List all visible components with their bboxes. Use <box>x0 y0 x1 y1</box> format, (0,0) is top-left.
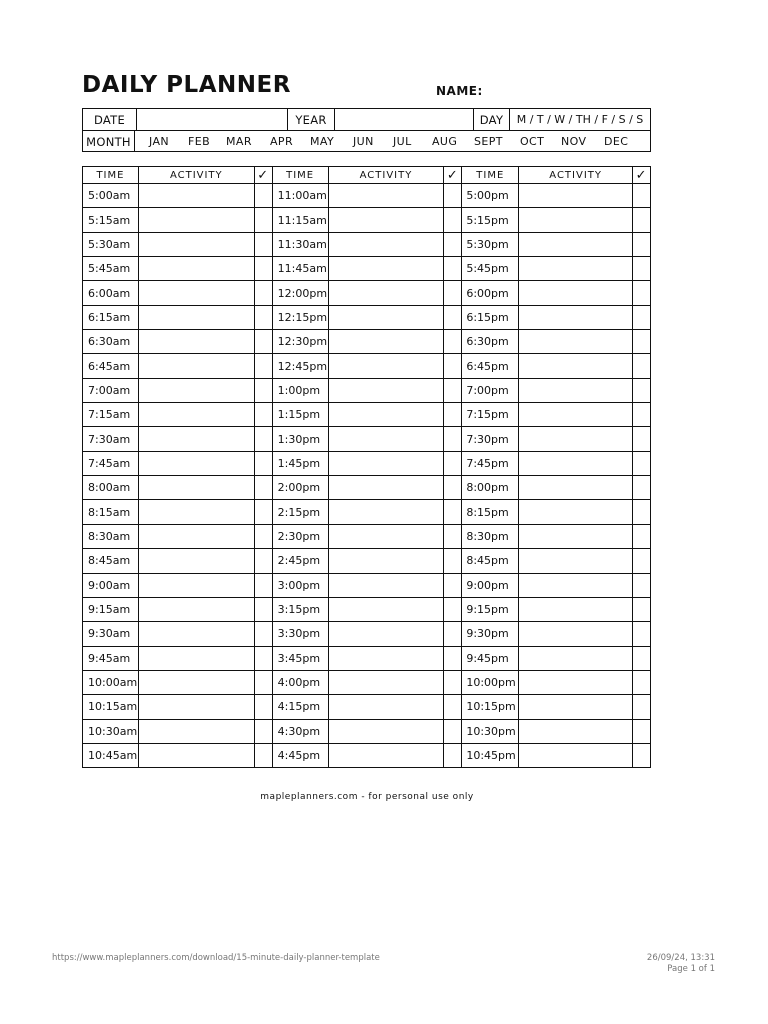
done-checkbox[interactable] <box>255 500 273 523</box>
done-checkbox[interactable] <box>633 525 651 548</box>
activity-cell[interactable] <box>139 330 255 353</box>
time-slot-label: 7:30pm <box>462 427 519 450</box>
day-options-text: M / T / W / TH / F / S / S <box>516 113 644 126</box>
time-slot-label: 11:00am <box>273 184 329 207</box>
date-label: DATE <box>93 112 126 127</box>
time-slot-label: 9:15am <box>83 598 139 621</box>
done-checkbox[interactable] <box>633 549 651 572</box>
activity-cell[interactable] <box>139 671 255 694</box>
done-checkbox[interactable] <box>255 598 273 621</box>
activity-cell[interactable] <box>329 208 445 231</box>
time-slot-label: 11:45am <box>273 257 329 280</box>
schedule-body <box>83 184 651 768</box>
time-slot-label: 1:00pm <box>273 379 329 402</box>
month-row <box>83 131 650 152</box>
done-checkbox[interactable] <box>633 208 651 231</box>
month-option-jul[interactable]: JUL <box>393 135 412 148</box>
activity-cell[interactable] <box>519 184 633 207</box>
month-option-jun[interactable]: JUN <box>353 135 374 148</box>
activity-cell[interactable] <box>519 354 633 377</box>
time-slot-label: 8:15pm <box>462 500 519 523</box>
done-checkbox[interactable] <box>255 403 273 426</box>
done-checkbox[interactable] <box>444 403 462 426</box>
time-slot-label: 9:00pm <box>462 574 519 597</box>
time-slot-label: 3:45pm <box>273 647 329 670</box>
activity-cell[interactable] <box>329 354 445 377</box>
day-label-cell <box>474 109 510 130</box>
month-option-jan[interactable]: JAN <box>149 135 170 148</box>
name-label: NAME: <box>436 84 483 98</box>
print-datetime: 26/09/24, 13:31 <box>646 953 715 963</box>
activity-cell[interactable] <box>329 427 445 450</box>
activity-cell[interactable] <box>139 452 255 475</box>
time-slot-label: 5:30pm <box>462 233 519 256</box>
done-checkbox[interactable] <box>633 647 651 670</box>
done-checkbox[interactable] <box>444 208 462 231</box>
time-slot-label: 3:30pm <box>273 622 329 645</box>
done-checkbox[interactable] <box>255 695 273 718</box>
schedule-row <box>83 671 651 695</box>
activity-cell[interactable] <box>519 452 633 475</box>
time-slot-label: 8:30am <box>83 525 139 548</box>
activity-cell[interactable] <box>519 208 633 231</box>
done-checkbox[interactable] <box>633 574 651 597</box>
time-slot-label: 8:30pm <box>462 525 519 548</box>
activity-cell[interactable] <box>519 306 633 329</box>
activity-cell[interactable] <box>139 208 255 231</box>
done-checkbox[interactable] <box>255 525 273 548</box>
activity-cell[interactable] <box>329 525 445 548</box>
activity-cell[interactable] <box>329 598 445 621</box>
done-checkbox[interactable] <box>444 281 462 304</box>
month-option-sept[interactable]: SEPT <box>474 135 503 148</box>
activity-cell[interactable] <box>139 720 255 743</box>
time-slot-label: 2:00pm <box>273 476 329 499</box>
month-option-dec[interactable]: DEC <box>604 135 629 148</box>
time-slot-label: 5:45pm <box>462 257 519 280</box>
activity-cell[interactable] <box>139 379 255 402</box>
schedule-row <box>83 525 651 549</box>
done-checkbox[interactable] <box>444 549 462 572</box>
done-checkbox[interactable] <box>444 330 462 353</box>
activity-cell[interactable] <box>329 379 445 402</box>
done-checkbox[interactable] <box>255 549 273 572</box>
col-activity-header: ACTIVITY <box>329 167 445 183</box>
col-time-header: TIME <box>462 167 519 183</box>
done-checkbox[interactable] <box>255 574 273 597</box>
activity-cell[interactable] <box>139 476 255 499</box>
month-label: MONTH <box>86 134 131 149</box>
done-checkbox[interactable] <box>444 379 462 402</box>
time-slot-label: 1:45pm <box>273 452 329 475</box>
activity-cell[interactable] <box>139 184 255 207</box>
done-checkbox[interactable] <box>444 354 462 377</box>
schedule-header-row <box>83 167 651 184</box>
date-header-box <box>82 108 651 152</box>
activity-cell[interactable] <box>329 549 445 572</box>
activity-cell[interactable] <box>329 671 445 694</box>
activity-cell[interactable] <box>519 233 633 256</box>
checkmark-icon: ✓ <box>257 167 270 183</box>
done-checkbox[interactable] <box>444 574 462 597</box>
time-slot-label: 5:45am <box>83 257 139 280</box>
activity-cell[interactable] <box>329 622 445 645</box>
activity-cell[interactable] <box>329 233 445 256</box>
month-option-mar[interactable]: MAR <box>226 135 252 148</box>
print-page-number: Page 1 of 1 <box>667 964 715 974</box>
activity-cell[interactable] <box>519 379 633 402</box>
year-label-cell <box>288 109 335 130</box>
done-checkbox[interactable] <box>255 647 273 670</box>
schedule-row <box>83 354 651 378</box>
done-checkbox[interactable] <box>255 233 273 256</box>
day-options[interactable] <box>510 109 650 130</box>
activity-cell[interactable] <box>139 549 255 572</box>
done-checkbox[interactable] <box>444 184 462 207</box>
month-label-cell <box>83 131 135 152</box>
schedule-row <box>83 330 651 354</box>
done-checkbox[interactable] <box>444 525 462 548</box>
activity-cell[interactable] <box>519 574 633 597</box>
activity-cell[interactable] <box>139 500 255 523</box>
done-checkbox[interactable] <box>444 476 462 499</box>
time-slot-label: 10:15pm <box>462 695 519 718</box>
activity-cell[interactable] <box>329 500 445 523</box>
done-checkbox[interactable] <box>633 622 651 645</box>
time-slot-label: 6:45am <box>83 354 139 377</box>
done-checkbox[interactable] <box>633 744 651 767</box>
time-slot-label: 12:45pm <box>273 354 329 377</box>
time-slot-label: 7:15pm <box>462 403 519 426</box>
activity-cell[interactable] <box>519 500 633 523</box>
done-checkbox[interactable] <box>255 354 273 377</box>
time-slot-label: 3:00pm <box>273 574 329 597</box>
activity-cell[interactable] <box>139 306 255 329</box>
activity-cell[interactable] <box>139 281 255 304</box>
done-checkbox[interactable] <box>255 476 273 499</box>
time-slot-label: 2:45pm <box>273 549 329 572</box>
done-checkbox[interactable] <box>444 452 462 475</box>
page-title: DAILY PLANNER <box>82 72 291 98</box>
col-activity-header: ACTIVITY <box>139 167 255 183</box>
activity-cell[interactable] <box>519 281 633 304</box>
done-checkbox[interactable] <box>255 281 273 304</box>
month-option-apr[interactable]: APR <box>270 135 294 148</box>
time-slot-label: 6:30pm <box>462 330 519 353</box>
activity-cell[interactable] <box>519 622 633 645</box>
activity-cell[interactable] <box>519 720 633 743</box>
activity-cell[interactable] <box>519 257 633 280</box>
activity-cell[interactable] <box>139 622 255 645</box>
done-checkbox[interactable] <box>255 306 273 329</box>
time-slot-label: 2:30pm <box>273 525 329 548</box>
done-checkbox[interactable] <box>633 330 651 353</box>
done-checkbox[interactable] <box>444 500 462 523</box>
done-checkbox[interactable] <box>633 233 651 256</box>
activity-cell[interactable] <box>519 598 633 621</box>
time-slot-label: 7:15am <box>83 403 139 426</box>
date-year-day-row <box>83 109 650 131</box>
activity-cell[interactable] <box>519 671 633 694</box>
time-slot-label: 10:45am <box>83 744 139 767</box>
activity-cell[interactable] <box>329 257 445 280</box>
activity-cell[interactable] <box>139 695 255 718</box>
done-checkbox[interactable] <box>444 720 462 743</box>
month-option-feb[interactable]: FEB <box>188 135 211 148</box>
time-slot-label: 8:45am <box>83 549 139 572</box>
time-slot-label: 8:45pm <box>462 549 519 572</box>
done-checkbox[interactable] <box>255 257 273 280</box>
time-slot-label: 9:45am <box>83 647 139 670</box>
activity-cell[interactable] <box>519 549 633 572</box>
done-checkbox[interactable] <box>633 452 651 475</box>
time-slot-label: 8:00am <box>83 476 139 499</box>
activity-cell[interactable] <box>329 647 445 670</box>
activity-cell[interactable] <box>139 233 255 256</box>
done-checkbox[interactable] <box>633 598 651 621</box>
activity-cell[interactable] <box>139 598 255 621</box>
time-slot-label: 6:45pm <box>462 354 519 377</box>
time-slot-label: 8:00pm <box>462 476 519 499</box>
schedule-row <box>83 403 651 427</box>
done-checkbox[interactable] <box>444 647 462 670</box>
schedule-row <box>83 379 651 403</box>
time-slot-label: 7:45am <box>83 452 139 475</box>
col-time-header: TIME <box>83 167 139 183</box>
month-option-nov[interactable]: NOV <box>561 135 587 148</box>
time-slot-label: 6:15pm <box>462 306 519 329</box>
done-checkbox[interactable] <box>255 208 273 231</box>
activity-cell[interactable] <box>329 476 445 499</box>
time-slot-label: 6:00pm <box>462 281 519 304</box>
done-checkbox[interactable] <box>255 720 273 743</box>
date-field[interactable] <box>137 109 288 130</box>
schedule-row <box>83 744 651 768</box>
schedule-grid <box>82 166 651 768</box>
done-checkbox[interactable] <box>444 671 462 694</box>
done-checkbox[interactable] <box>633 671 651 694</box>
time-slot-label: 3:15pm <box>273 598 329 621</box>
done-checkbox[interactable] <box>633 403 651 426</box>
activity-cell[interactable] <box>519 647 633 670</box>
activity-cell[interactable] <box>329 330 445 353</box>
done-checkbox[interactable] <box>255 671 273 694</box>
time-slot-label: 12:30pm <box>273 330 329 353</box>
done-checkbox[interactable] <box>633 184 651 207</box>
time-slot-label: 5:00am <box>83 184 139 207</box>
time-slot-label: 7:30am <box>83 427 139 450</box>
done-checkbox[interactable] <box>255 427 273 450</box>
time-slot-label: 1:30pm <box>273 427 329 450</box>
activity-cell[interactable] <box>519 744 633 767</box>
time-slot-label: 10:45pm <box>462 744 519 767</box>
schedule-row <box>83 452 651 476</box>
time-slot-label: 5:30am <box>83 233 139 256</box>
schedule-row <box>83 720 651 744</box>
done-checkbox[interactable] <box>444 622 462 645</box>
activity-cell[interactable] <box>139 257 255 280</box>
time-slot-label: 7:45pm <box>462 452 519 475</box>
done-checkbox[interactable] <box>255 184 273 207</box>
done-checkbox[interactable] <box>633 720 651 743</box>
schedule-row <box>83 306 651 330</box>
year-label: YEAR <box>295 112 327 127</box>
done-checkbox[interactable] <box>255 622 273 645</box>
time-slot-label: 8:15am <box>83 500 139 523</box>
time-slot-label: 6:00am <box>83 281 139 304</box>
activity-cell[interactable] <box>139 647 255 670</box>
activity-cell[interactable] <box>519 695 633 718</box>
time-slot-label: 9:30pm <box>462 622 519 645</box>
activity-cell[interactable] <box>519 403 633 426</box>
done-checkbox[interactable] <box>444 233 462 256</box>
time-slot-label: 12:00pm <box>273 281 329 304</box>
time-slot-label: 4:15pm <box>273 695 329 718</box>
time-slot-label: 10:15am <box>83 695 139 718</box>
done-checkbox[interactable] <box>444 695 462 718</box>
done-checkbox[interactable] <box>444 257 462 280</box>
activity-cell[interactable] <box>329 184 445 207</box>
check-column-icon <box>444 167 462 183</box>
schedule-row <box>83 574 651 598</box>
time-slot-label: 5:15am <box>83 208 139 231</box>
schedule-row <box>83 233 651 257</box>
schedule-row <box>83 184 651 208</box>
activity-cell[interactable] <box>329 306 445 329</box>
time-slot-label: 4:45pm <box>273 744 329 767</box>
checkmark-icon: ✓ <box>635 167 648 183</box>
activity-cell[interactable] <box>329 695 445 718</box>
done-checkbox[interactable] <box>633 281 651 304</box>
done-checkbox[interactable] <box>633 354 651 377</box>
schedule-row <box>83 257 651 281</box>
activity-cell[interactable] <box>139 403 255 426</box>
col-activity-header: ACTIVITY <box>519 167 633 183</box>
checkmark-icon: ✓ <box>446 167 459 183</box>
col-time-header: TIME <box>273 167 329 183</box>
schedule-row <box>83 208 651 232</box>
day-label: DAY <box>479 112 504 127</box>
time-slot-label: 10:00pm <box>462 671 519 694</box>
schedule-row <box>83 622 651 646</box>
schedule-row <box>83 281 651 305</box>
time-slot-label: 12:15pm <box>273 306 329 329</box>
done-checkbox[interactable] <box>444 744 462 767</box>
done-checkbox[interactable] <box>633 695 651 718</box>
time-slot-label: 9:45pm <box>462 647 519 670</box>
activity-cell[interactable] <box>139 525 255 548</box>
time-slot-label: 10:00am <box>83 671 139 694</box>
time-slot-label: 10:30am <box>83 720 139 743</box>
activity-cell[interactable] <box>519 525 633 548</box>
time-slot-label: 11:15am <box>273 208 329 231</box>
done-checkbox[interactable] <box>255 330 273 353</box>
done-checkbox[interactable] <box>444 306 462 329</box>
month-option-may[interactable]: MAY <box>310 135 335 148</box>
done-checkbox[interactable] <box>633 500 651 523</box>
activity-cell[interactable] <box>329 403 445 426</box>
schedule-row <box>83 695 651 719</box>
activity-cell[interactable] <box>519 476 633 499</box>
date-label-cell <box>83 109 137 130</box>
month-option-oct[interactable]: OCT <box>520 135 545 148</box>
time-slot-label: 2:15pm <box>273 500 329 523</box>
done-checkbox[interactable] <box>633 427 651 450</box>
done-checkbox[interactable] <box>633 379 651 402</box>
activity-cell[interactable] <box>519 330 633 353</box>
time-slot-label: 5:15pm <box>462 208 519 231</box>
schedule-row <box>83 476 651 500</box>
schedule-row <box>83 598 651 622</box>
check-column-icon <box>255 167 273 183</box>
done-checkbox[interactable] <box>255 744 273 767</box>
activity-cell[interactable] <box>329 281 445 304</box>
time-slot-label: 4:00pm <box>273 671 329 694</box>
activity-cell[interactable] <box>329 574 445 597</box>
schedule-row <box>83 549 651 573</box>
print-stamp <box>647 953 715 975</box>
activity-cell[interactable] <box>139 574 255 597</box>
footer-note: mapleplanners.com - for personal use only <box>260 792 474 802</box>
activity-cell[interactable] <box>329 452 445 475</box>
time-slot-label: 1:15pm <box>273 403 329 426</box>
done-checkbox[interactable] <box>444 598 462 621</box>
activity-cell[interactable] <box>139 427 255 450</box>
done-checkbox[interactable] <box>633 257 651 280</box>
schedule-row <box>83 647 651 671</box>
time-slot-label: 10:30pm <box>462 720 519 743</box>
activity-cell[interactable] <box>329 744 445 767</box>
activity-cell[interactable] <box>139 354 255 377</box>
time-slot-label: 6:15am <box>83 306 139 329</box>
activity-cell[interactable] <box>139 744 255 767</box>
time-slot-label: 7:00am <box>83 379 139 402</box>
time-slot-label: 6:30am <box>83 330 139 353</box>
schedule-row <box>83 500 651 524</box>
done-checkbox[interactable] <box>633 306 651 329</box>
schedule-row <box>83 427 651 451</box>
done-checkbox[interactable] <box>444 427 462 450</box>
time-slot-label: 9:30am <box>83 622 139 645</box>
time-slot-label: 11:30am <box>273 233 329 256</box>
done-checkbox[interactable] <box>255 452 273 475</box>
year-field[interactable] <box>335 109 474 130</box>
time-slot-label: 7:00pm <box>462 379 519 402</box>
done-checkbox[interactable] <box>255 379 273 402</box>
activity-cell[interactable] <box>329 720 445 743</box>
time-slot-label: 5:00pm <box>462 184 519 207</box>
time-slot-label: 4:30pm <box>273 720 329 743</box>
time-slot-label: 9:00am <box>83 574 139 597</box>
time-slot-label: 9:15pm <box>462 598 519 621</box>
done-checkbox[interactable] <box>633 476 651 499</box>
check-column-icon <box>633 167 651 183</box>
month-option-aug[interactable]: AUG <box>432 135 458 148</box>
activity-cell[interactable] <box>519 427 633 450</box>
print-url: https://www.mapleplanners.com/download/15-minute-daily-planner-template <box>52 953 380 963</box>
